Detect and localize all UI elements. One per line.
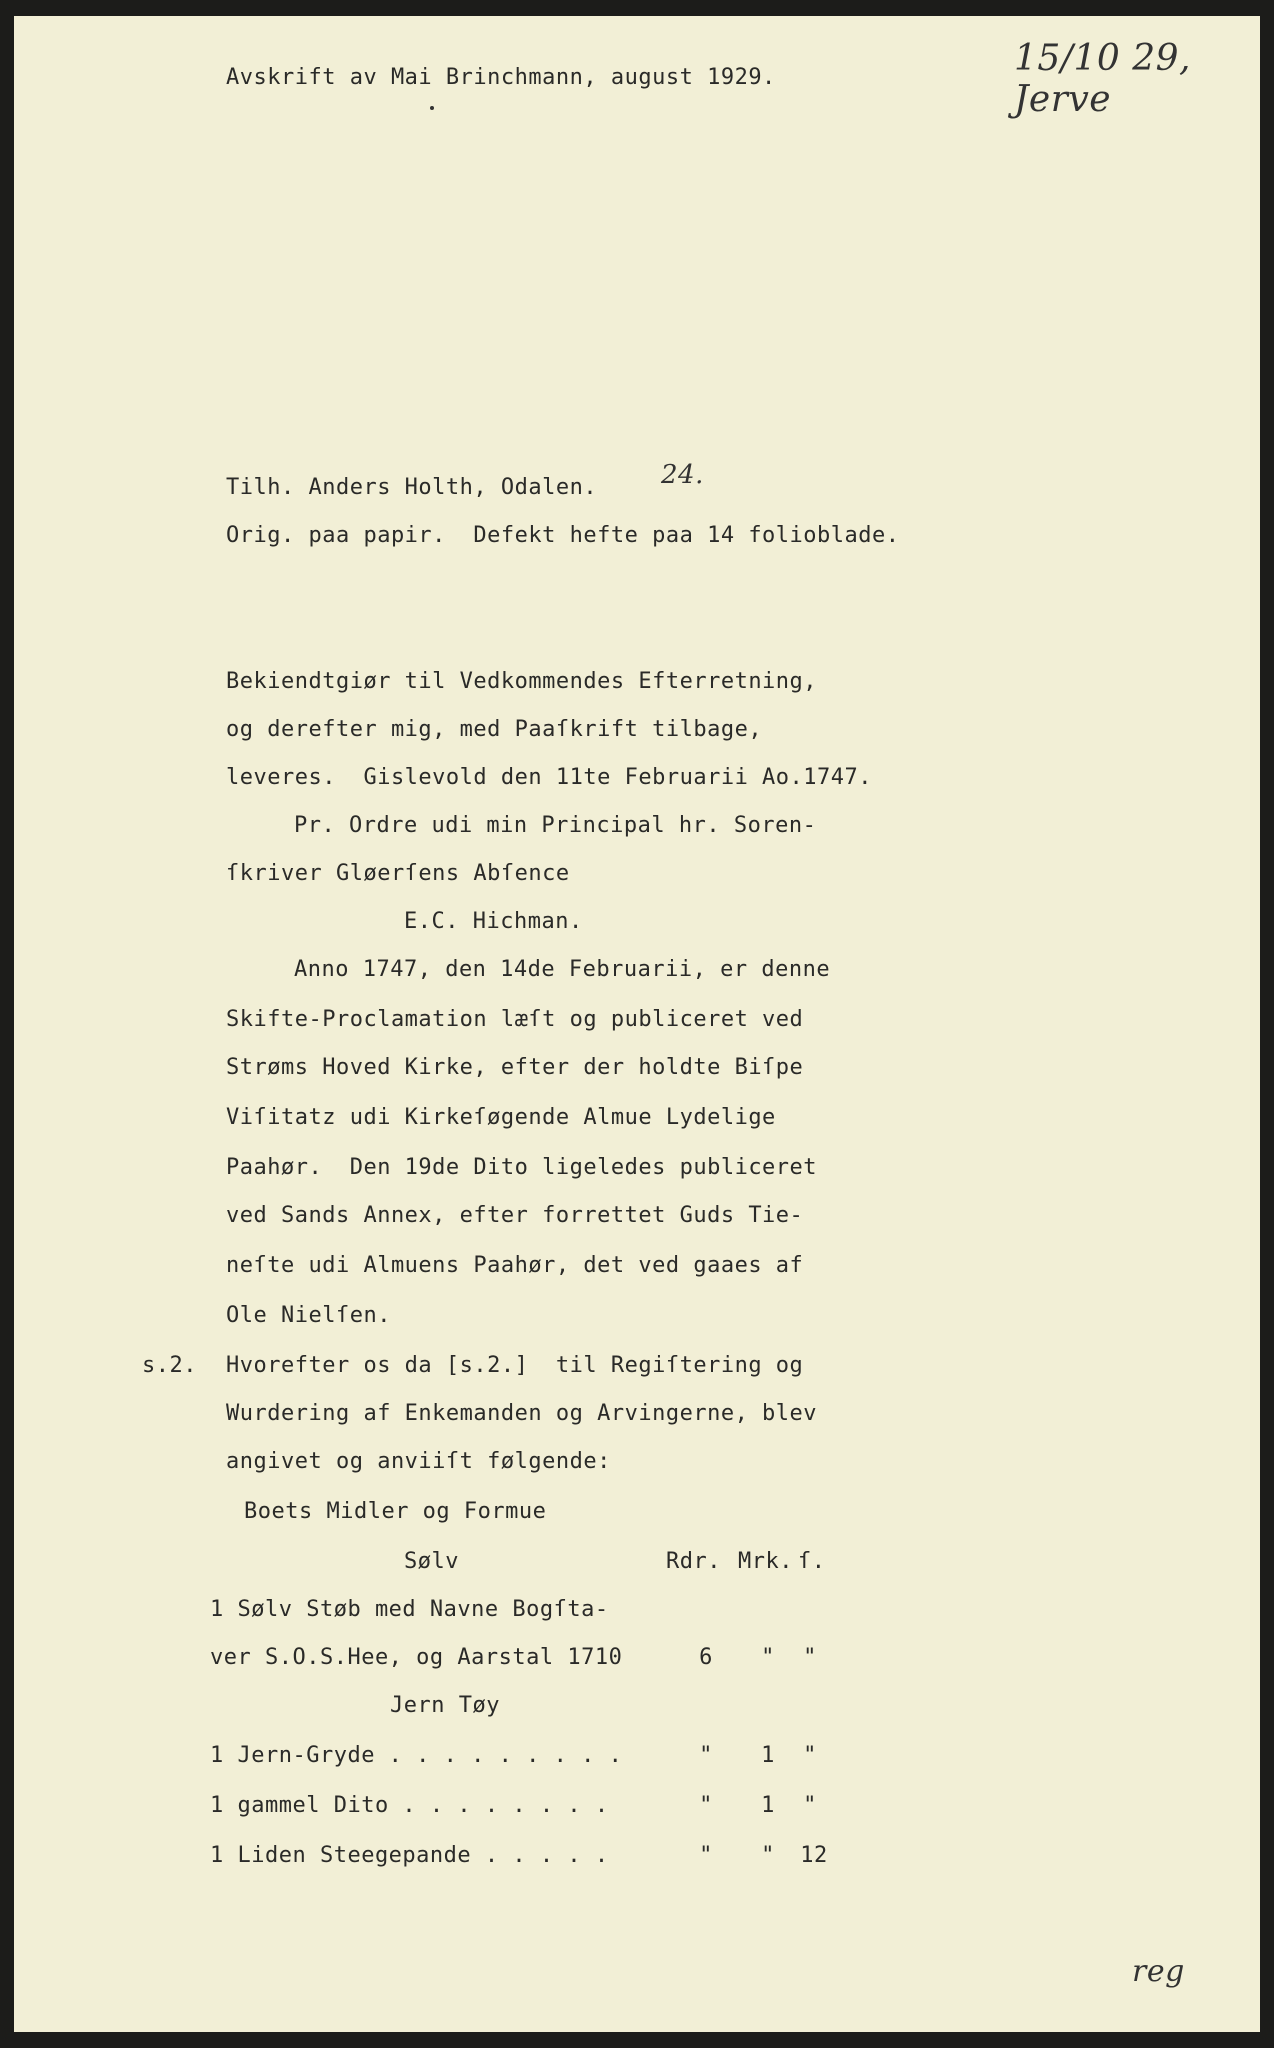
iron-item-rdr-1: " bbox=[699, 1743, 713, 1768]
body2-line-2: Wurdering af Enkemanden og Arvingerne, blev bbox=[226, 1401, 818, 1426]
category-silver: Sølv bbox=[404, 1549, 459, 1574]
body2-line-1: Hvorefter os da [s.2.] til Regiſtering og bbox=[226, 1353, 804, 1378]
body-line-4: Pr. Ordre udi min Principal hr. Soren- bbox=[294, 813, 817, 838]
body-line-7: Anno 1747, den 14de Februarii, er denne bbox=[294, 957, 831, 982]
iron-item-mrk-1: 1 bbox=[761, 1743, 775, 1768]
owner-line: Tilh. Anders Holth, Odalen. bbox=[226, 475, 598, 500]
body-line-12: ved Sands Annex, efter forrettet Guds Tie- bbox=[226, 1203, 804, 1228]
body-line-1: Bekiendtgiør til Vedkommendes Efterretning, bbox=[226, 669, 818, 694]
iron-item-label-1: 1 Jern-Gryde . . . . . . . . . bbox=[210, 1743, 623, 1768]
body-line-13: neſte udi Almuens Paahør, det ved gaaes af bbox=[226, 1253, 804, 1278]
iron-item-s-1: " bbox=[803, 1743, 817, 1768]
body-line-9: Strøms Hoved Kirke, efter der holdte Biſpe bbox=[226, 1055, 804, 1080]
silver-item-line-1: 1 Sølv Støb med Navne Bogſta- bbox=[210, 1597, 609, 1622]
body-signature: E.C. Hichman. bbox=[404, 909, 583, 934]
header-rdr: Rdr. bbox=[666, 1549, 721, 1574]
body-line-3: leveres. Gislevold den 11te Februarii Ao.1747. bbox=[226, 765, 873, 790]
silver-s: " bbox=[803, 1645, 817, 1670]
body-line-10: Viſitatz udi Kirkeſøgende Almue Lydelige bbox=[226, 1105, 776, 1130]
silver-mrk: " bbox=[761, 1645, 775, 1670]
header-s: ſ. bbox=[798, 1549, 826, 1574]
body-line-5: ſkriver Gløerſens Abſence bbox=[226, 861, 570, 886]
document-page bbox=[14, 16, 1260, 2032]
iron-item-mrk-3: " bbox=[761, 1843, 775, 1868]
iron-item-s-3: 12 bbox=[800, 1843, 828, 1868]
transcriber-line: Avskrift av Mai Brinchmann, august 1929. bbox=[226, 65, 776, 90]
header-mrk: Mrk. bbox=[738, 1549, 793, 1574]
handwritten-reg-mark: reg bbox=[1132, 1954, 1185, 1989]
section-title: Boets Midler og Formue bbox=[244, 1499, 547, 1524]
category-iron: Jern Tøy bbox=[390, 1693, 500, 1718]
owner-handwritten-mark: 24. bbox=[661, 460, 704, 490]
body-line-14: Ole Nielſen. bbox=[226, 1303, 391, 1328]
body-line-11: Paahør. Den 19de Dito ligeledes publiceret bbox=[226, 1155, 818, 1180]
silver-rdr: 6 bbox=[699, 1645, 713, 1670]
iron-item-rdr-3: " bbox=[699, 1843, 713, 1868]
body-line-8: Skifte-Proclamation læſt og publiceret ved bbox=[226, 1007, 804, 1032]
handwritten-date-note: 15/10 29, Jerve bbox=[1014, 38, 1191, 120]
iron-item-s-2: " bbox=[803, 1793, 817, 1818]
description-line: Orig. paa papir. Defekt hefte paa 14 folioblade. bbox=[226, 523, 900, 548]
body-line-2: og derefter mig, med Paaſkrift tilbage, bbox=[226, 717, 763, 742]
iron-item-label-3: 1 Liden Steegepande . . . . . bbox=[210, 1843, 609, 1868]
iron-item-rdr-2: " bbox=[699, 1793, 713, 1818]
margin-page-ref: s.2. bbox=[142, 1353, 197, 1378]
silver-item-line-2: ver S.O.S.Hee, og Aarstal 1710 bbox=[210, 1645, 623, 1670]
body2-line-3: angivet og anviiſt følgende: bbox=[226, 1449, 611, 1474]
iron-item-mrk-2: 1 bbox=[761, 1793, 775, 1818]
ink-dot bbox=[430, 106, 434, 110]
iron-item-label-2: 1 gammel Dito . . . . . . . . bbox=[210, 1793, 609, 1818]
